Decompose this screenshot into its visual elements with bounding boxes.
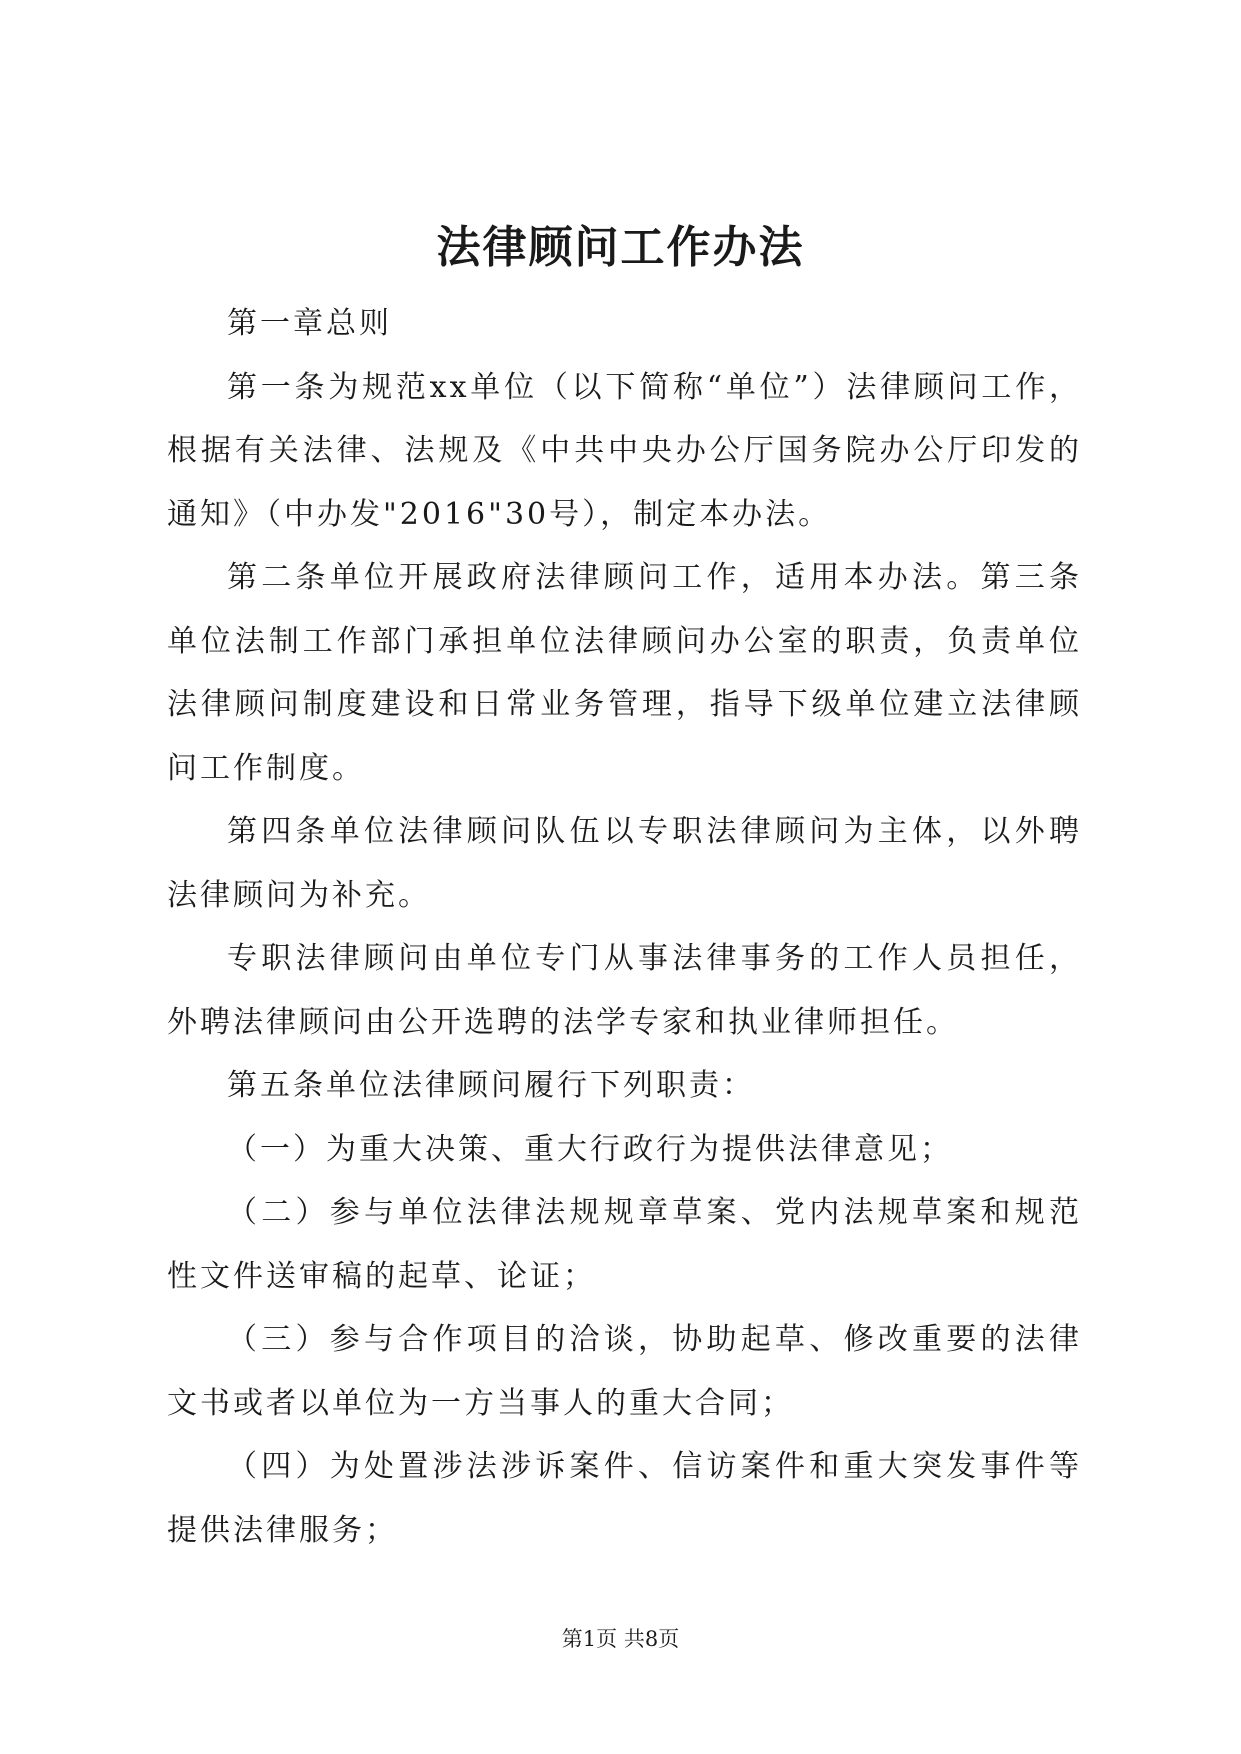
article-paragraph: 第一条为规范xx单位（以下简称“单位”）法律顾问工作，根据有关法律、法规及《中共中央办公厅国务院办公厅印发的通知》（中办发"2016"30号），制定本办法。 <box>167 369 1082 532</box>
page-footer: 第1页 共8页 <box>561 1627 680 1651</box>
article-paragraph: 第二条单位开展政府法律顾问工作，适用本办法。第三条单位法制工作部门承担单位法律顾问办公室的职责，负责单位法律顾问制度建设和日常业务管理，指导下级单位建立法律顾问工作制度。 <box>167 560 1082 786</box>
list-item: （二）参与单位法律法规规章草案、党内法规草案和规范性文件送审稿的起草、论证； <box>167 1195 1082 1294</box>
chapter-heading: 第一章总则 <box>227 306 392 341</box>
article-paragraph: 第四条单位法律顾问队伍以专职法律顾问为主体，以外聘法律顾问为补充。 <box>167 814 1082 913</box>
article-paragraph: 第五条单位法律顾问履行下列职责： <box>227 1068 755 1103</box>
document-title: 法律顾问工作办法 <box>436 222 805 273</box>
document-body <box>167 292 1082 1562</box>
article-paragraph: 专职法律顾问由单位专门从事法律事务的工作人员担任，外聘法律顾问由公开选聘的法学专家和执业律师担任。 <box>167 941 1082 1040</box>
list-item: （四）为处置涉法涉诉案件、信访案件和重大突发事件等提供法律服务； <box>167 1449 1082 1548</box>
list-item: （一）为重大决策、重大行政行为提供法律意见； <box>227 1131 953 1167</box>
list-item: （三）参与合作项目的洽谈，协助起草、修改重要的法律文书或者以单位为一方当事人的重大合同； <box>167 1322 1082 1421</box>
